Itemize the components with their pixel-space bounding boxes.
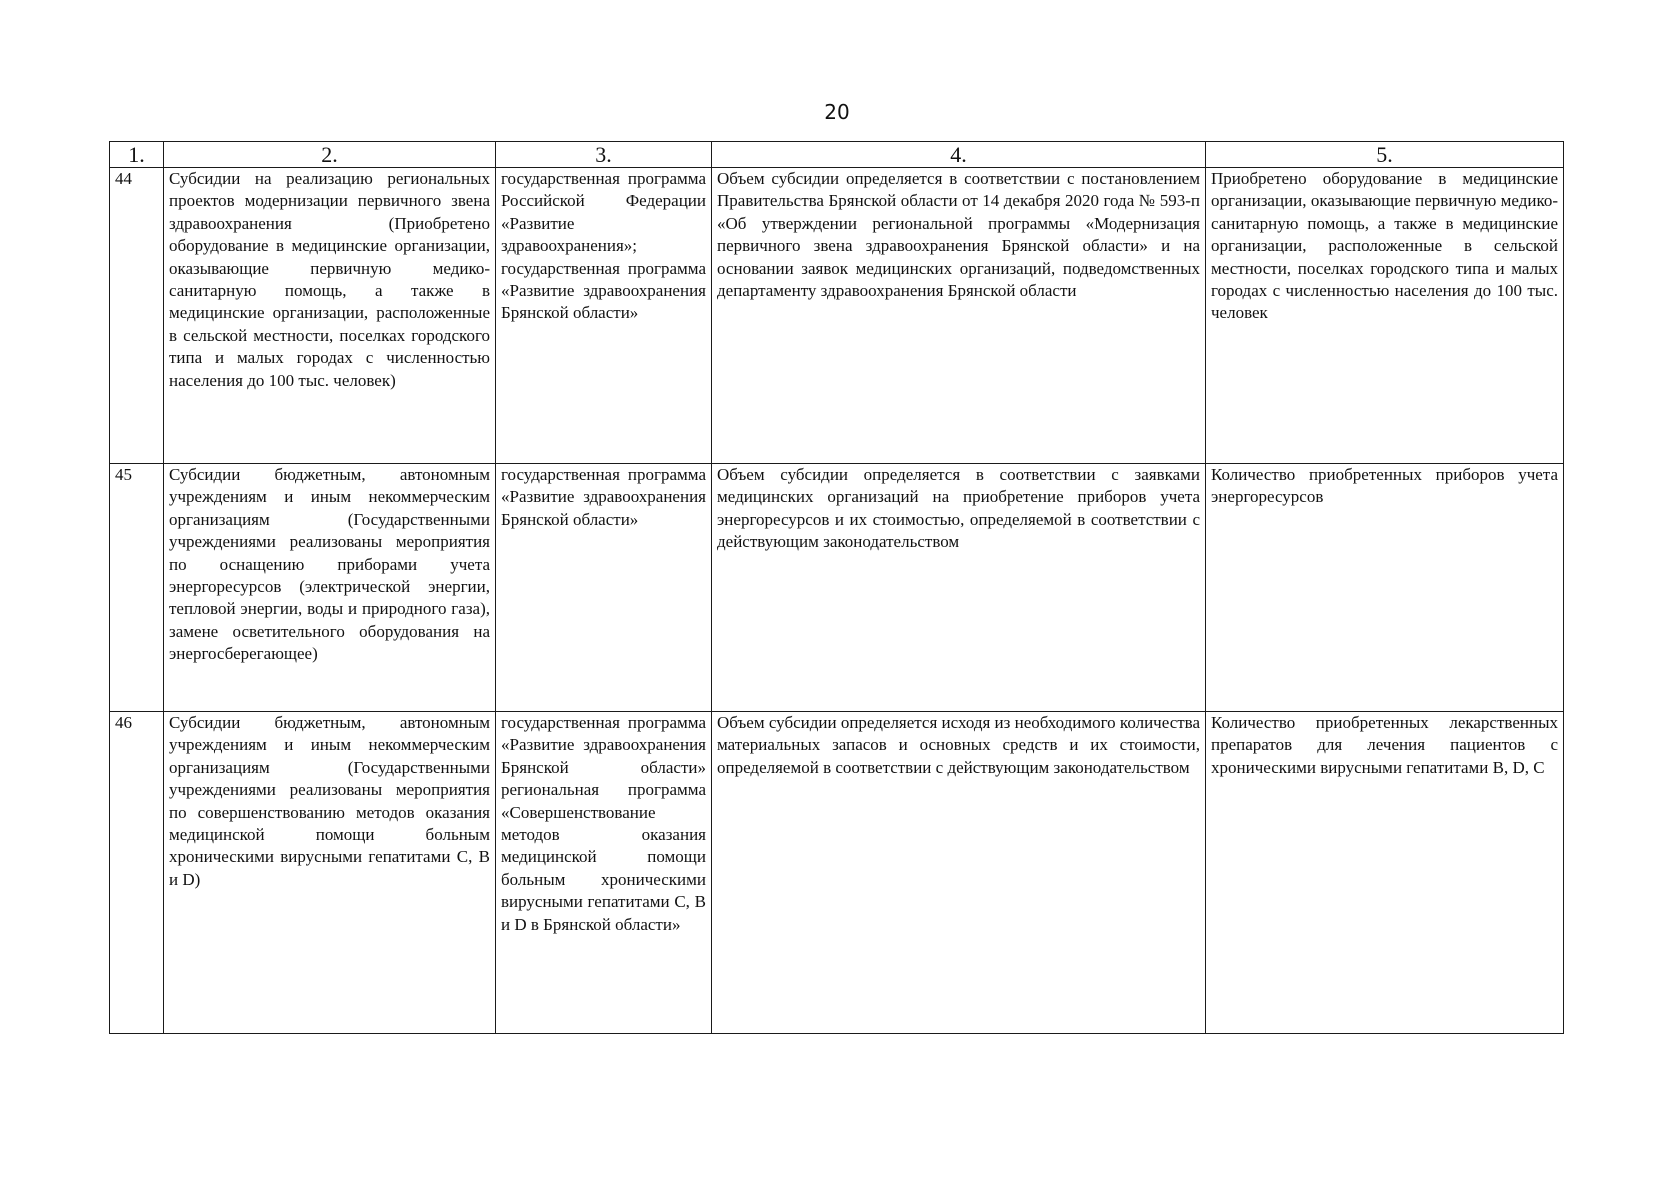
header-col-5: 5.: [1206, 142, 1564, 168]
header-col-1: 1.: [110, 142, 164, 168]
volume-determination-cell: Объем субсидии определяется в соответствии с постановлением Правительства Брянской области от 14 декабря 2020 года № 593-п «Об утверждении региональной программы «Модернизация первичного звена здравоохранения Брянской области» и на основании заявок медицинских организаций, подведомственных департаменту здравоохранения Брянской области: [712, 168, 1206, 464]
page-number: 20: [824, 100, 850, 124]
result-cell: Количество приобретенных приборов учета энергоресурсов: [1206, 464, 1564, 712]
table-header-row: [110, 142, 1564, 168]
volume-determination-cell: Объем субсидии определяется в соответствии с заявками медицинских организаций на приобретение приборов учета энергоресурсов и их стоимостью, определяемой в соответствии с действующим законодательством: [712, 464, 1206, 712]
result-cell: Количество приобретенных лекарственных препаратов для лечения пациентов с хроническими вирусными гепатитами В, D, С: [1206, 712, 1564, 1034]
table-row: [110, 168, 1564, 464]
row-number: 45: [110, 464, 164, 712]
header-col-2: 2.: [164, 142, 496, 168]
subsidy-name-cell: Субсидии на реализацию региональных проектов модернизации первичного звена здравоохранения (Приобретено оборудование в медицинские организации, оказывающие первичную медико-санитарную помощь, а также в медицинские организации, расположенные в сельской местности, поселках городского типа и малых городах с численностью населения до 100 тыс. человек): [164, 168, 496, 464]
row-number: 44: [110, 168, 164, 464]
program-cell: государственная программа «Развитие здравоохранения Брянской области» региональная программа «Совершенствование методов оказания медицинской помощи больным хроническими вирусными гепатитами С, В и D в Брянской области»: [496, 712, 712, 1034]
table-row: [110, 712, 1564, 1034]
header-col-3: 3.: [496, 142, 712, 168]
header-col-4: 4.: [712, 142, 1206, 168]
subsidy-name-cell: Субсидии бюджетным, автономным учреждениям и иным некоммерческим организациям (Государственными учреждениями реализованы мероприятия по оснащению приборами учета энергоресурсов (электрической энергии, тепловой энергии, воды и природного газа), замене осветительного оборудования на энергосберегающее): [164, 464, 496, 712]
result-cell: Приобретено оборудование в медицинские организации, оказывающие первичную медико-санитарную помощь, а также в медицинские организации, расположенные в сельской местности, поселках городского типа и малых городах с численностью населения до 100 тыс. человек: [1206, 168, 1564, 464]
table-row: [110, 464, 1564, 712]
subsidy-name-cell: Субсидии бюджетным, автономным учреждениям и иным некоммерческим организациям (Государственными учреждениями реализованы мероприятия по совершенствованию методов оказания медицинской помощи больным хроническими вирусными гепатитами С, В и D): [164, 712, 496, 1034]
program-cell: государственная программа Российской Федерации «Развитие здравоохранения»; государственная программа «Развитие здравоохранения Брянской области»: [496, 168, 712, 464]
row-number: 46: [110, 712, 164, 1034]
subsidies-table: [109, 141, 1564, 1034]
program-cell: государственная программа «Развитие здравоохранения Брянской области»: [496, 464, 712, 712]
volume-determination-cell: Объем субсидии определяется исходя из необходимого количества материальных запасов и основных средств и их стоимости, определяемой в соответствии с действующим законодательством: [712, 712, 1206, 1034]
